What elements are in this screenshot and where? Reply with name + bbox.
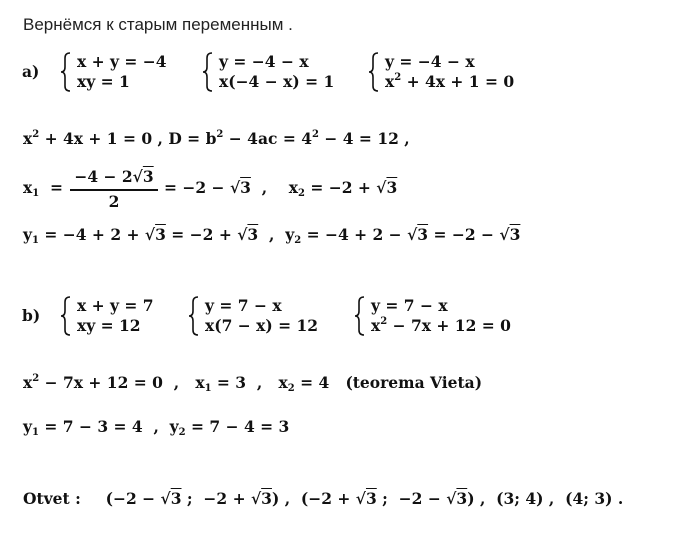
system-b1-line2: xy = 12	[77, 316, 141, 335]
x1-fraction	[70, 167, 158, 215]
system-a3-line2: $x^2 + 4x + 1 = 0$	[385, 72, 515, 91]
system-a1-line2: xy = 1	[77, 72, 130, 91]
system-a2-line2: x(−4 − x) = 1	[219, 72, 335, 91]
system-b3-line2: $x^2 - 7x + 12 = 0$	[371, 316, 511, 335]
answer-line: Otvet : (−2 − √3 ; −2 + √3) , (−2 + √3 ; −2 − √3) , (3; 4) , (4; 3) .	[23, 489, 624, 508]
part-b-label: b)	[22, 306, 41, 325]
brace-icon	[60, 296, 72, 336]
brace-icon	[202, 52, 214, 92]
y-values-b: $y_1 = 7 - 3 = 4$ , $y_2 = 7 - 4 = 3$	[23, 417, 290, 438]
equation-vieta: $x^2 - 7x + 12 = 0$ , $x_1 = 3$ , $x_2 = 4$ (teorema Vieta)	[23, 373, 483, 394]
brace-icon	[188, 296, 200, 336]
heading: Вернёмся к старым переменным .	[23, 15, 293, 34]
answer-pair-2: (−2 + √3 ; −2 − √3)	[300, 489, 475, 508]
brace-icon	[60, 52, 72, 92]
equation-discriminant: $x^2 + 4x + 1 = 0$ , $D = b^2 - 4ac = 4^2 - 4 = 12$ ,	[23, 129, 410, 148]
system-b1-line1: x + y = 7	[77, 296, 154, 315]
part-a-label: a)	[22, 62, 40, 81]
brace-icon	[354, 296, 366, 336]
answer-pair-3: (3; 4)	[496, 489, 544, 508]
x1-rest: = −2 − √3 , $x_2 = -2 + √3$	[164, 178, 398, 199]
fraction-bar	[70, 189, 158, 191]
answer-label: Otvet :	[23, 489, 81, 508]
x1-numerator: −4 − 2√3	[74, 167, 154, 186]
system-a3-line1: y = −4 − x	[385, 52, 475, 71]
system-b3-line1: y = 7 − x	[371, 296, 448, 315]
system-b2-line2: x(7 − x) = 12	[205, 316, 319, 335]
answer-pair-4: (4; 3)	[565, 489, 613, 508]
x1-equals: =	[50, 178, 63, 197]
system-a1-line1: x + y = −4	[77, 52, 167, 71]
brace-icon	[368, 52, 380, 92]
answer-pair-1: (−2 − √3 ; −2 + √3)	[105, 489, 280, 508]
y-values-a: $y_1 = -4 + 2 + √3 = -2 + √3$ , $y_2 = -4 + 2 - √3 = -2 - √3$	[23, 225, 521, 246]
system-b2-line1: y = 7 − x	[205, 296, 282, 315]
system-a2-line1: y = −4 − x	[219, 52, 309, 71]
x1-denominator: 2	[108, 192, 120, 211]
x1-name: $x_1$	[23, 178, 40, 199]
